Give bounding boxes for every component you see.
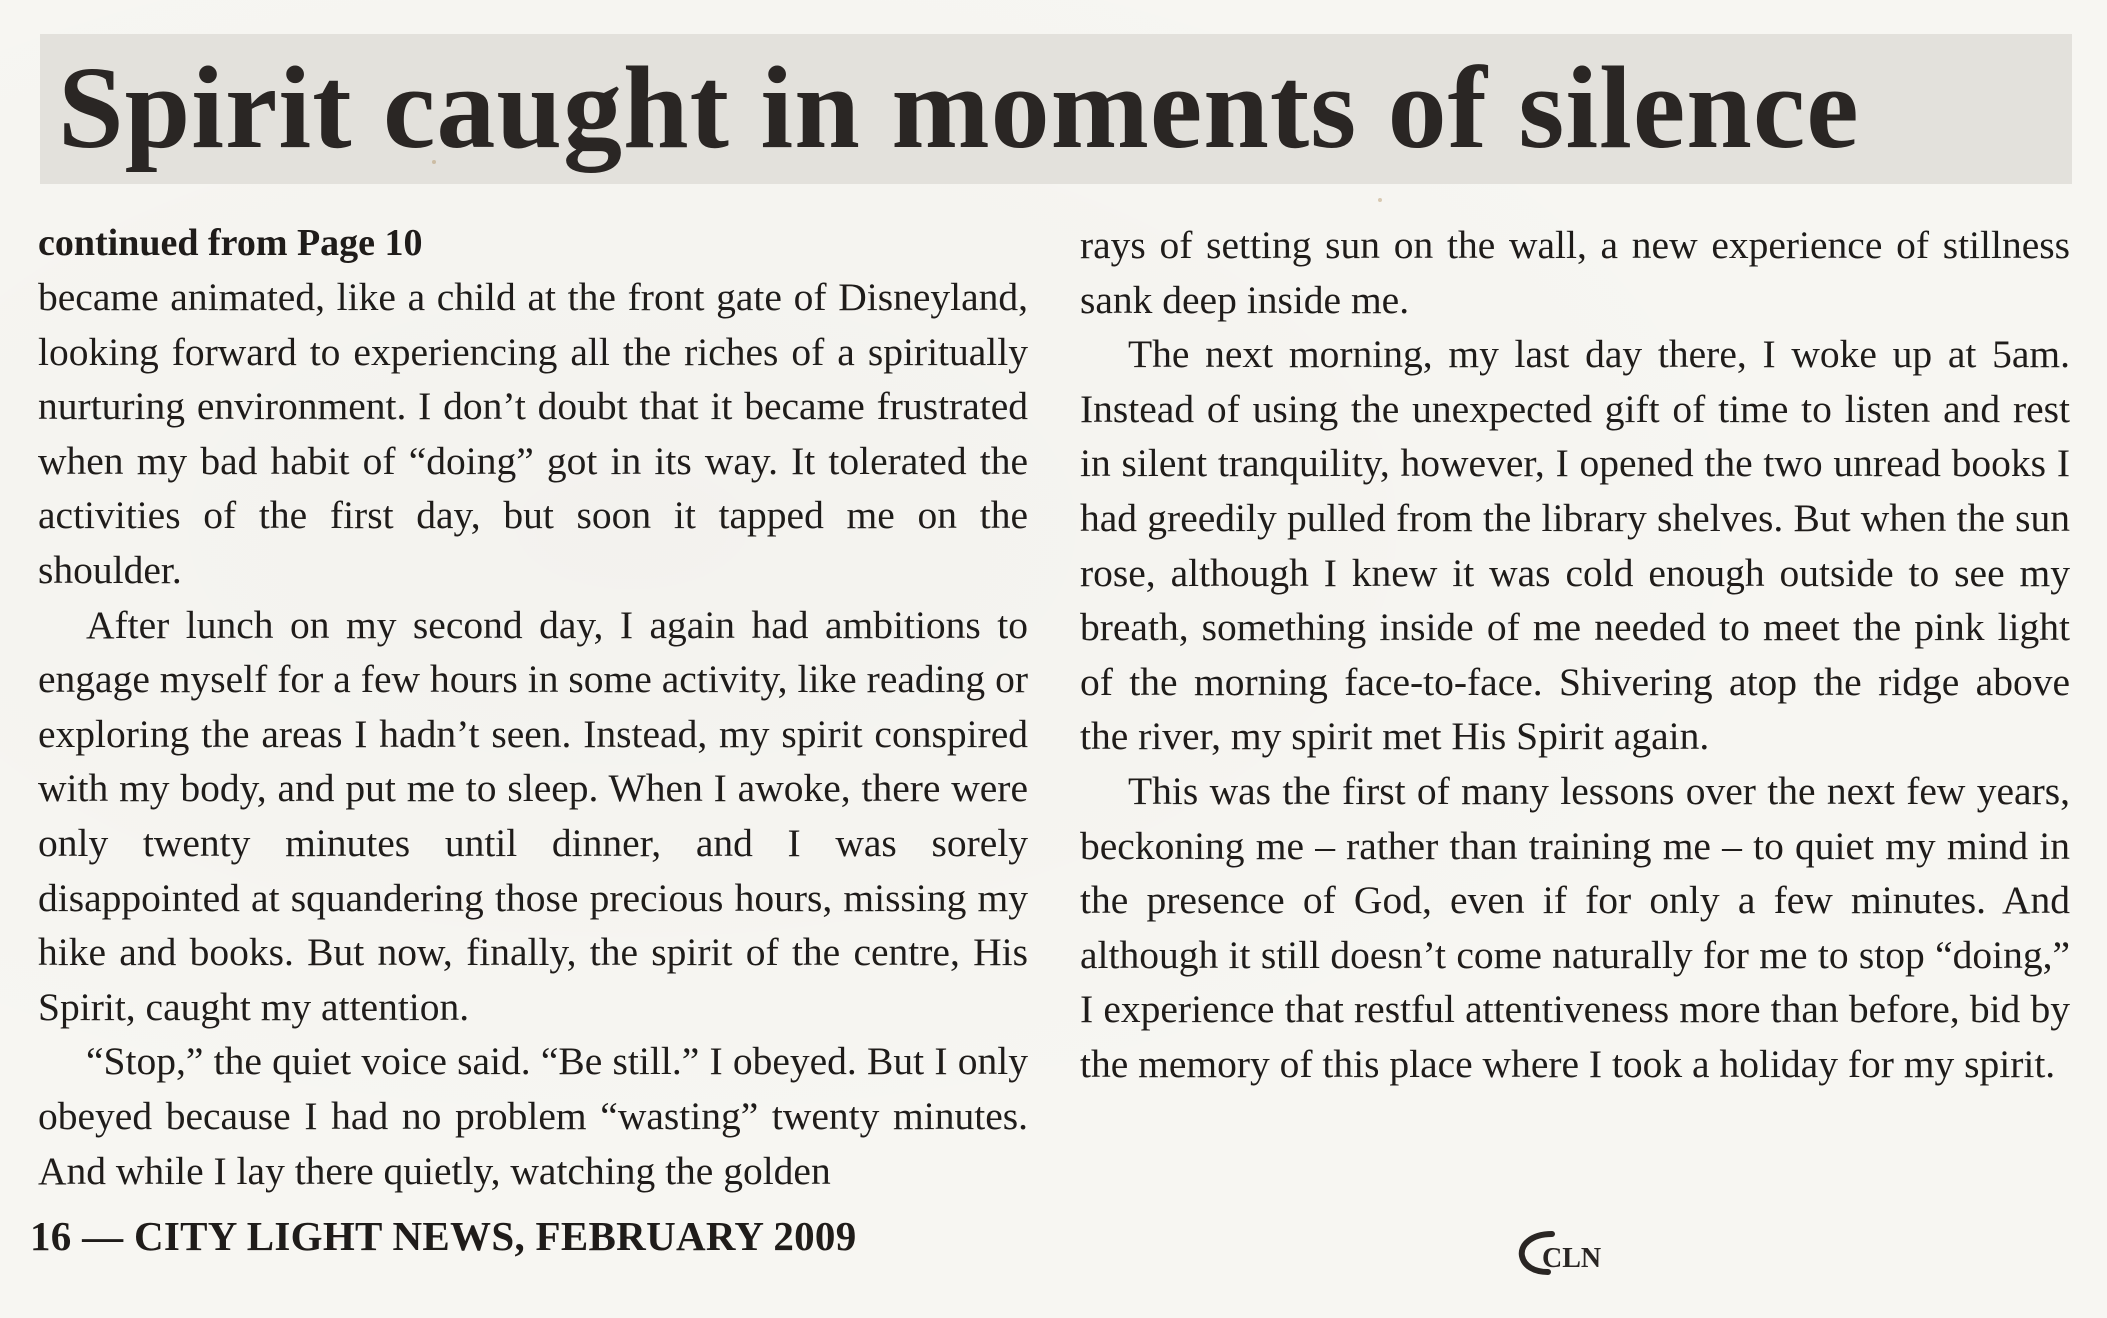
left-paragraph-1: became animated, like a child at the front gate of Disneyland, looking forward to experiencing all the riches of a spiritually nurturing environment. I don’t doubt that it became frustrated when my bad habit of “doing” got in its way. It tolerated the activities of the first day, but soon it tapped me on the shoulder. xyxy=(38,275,1028,592)
right-paragraph-3: This was the first of many lessons over the next few years, beckoning me – rather than training me – to quiet my mind in the presence of God, even if for only a few minutes. And although it still doesn’t come naturally for me to stop “doing,” I experience that restful attentiveness more than before, bid by the memory of this place where I took a holiday for my spirit. xyxy=(1080,768,2070,1086)
page-footer: 16 — CITY LIGHT NEWS, FEBRUARY 2009 xyxy=(30,1213,857,1259)
right-paragraph-1: rays of setting sun on the wall, a new experience of stillness sank deep inside me. xyxy=(1080,223,2070,322)
logo-text: CLN xyxy=(1542,1243,1602,1274)
cln-logo-icon xyxy=(1512,1222,1632,1282)
paper-speck xyxy=(1378,198,1382,202)
right-column xyxy=(1080,218,2070,1092)
left-column xyxy=(38,218,1028,1198)
right-paragraph-2: The next morning, my last day there, I woke up at 5am. Instead of using the unexpected gift of time to listen and rest in silent tranquility, however, I opened the two unread books I had greedily pulled from the library shelves. But when the sun rose, although I knew it was cold enough outside to see my breath, something inside of me needed to meet the pink light of the morning face-to-face. Shivering atop the ridge above the river, my spirit met His Spirit again. xyxy=(1080,332,2070,759)
continued-from-label: continued from Page 10 xyxy=(38,222,423,264)
article-headline: Spirit caught in moments of silence xyxy=(58,42,1860,173)
paper-speck xyxy=(432,160,436,164)
left-paragraph-3: “Stop,” the quiet voice said. “Be still.” I obeyed. But I only obeyed because I had no problem “wasting” twenty minutes. And while I lay there quietly, watching the golden xyxy=(38,1039,1028,1193)
left-paragraph-2: After lunch on my second day, I again had ambitions to engage myself for a few hours in some activity, like reading or exploring the areas I hadn’t seen. Instead, my spirit conspired with my body, and put me to sleep. When I awoke, there were only twenty minutes until dinner, and I was sorely disappointed at squandering those precious hours, missing my hike and books. But now, finally, the spirit of the centre, His Spirit, caught my attention. xyxy=(38,602,1028,1029)
